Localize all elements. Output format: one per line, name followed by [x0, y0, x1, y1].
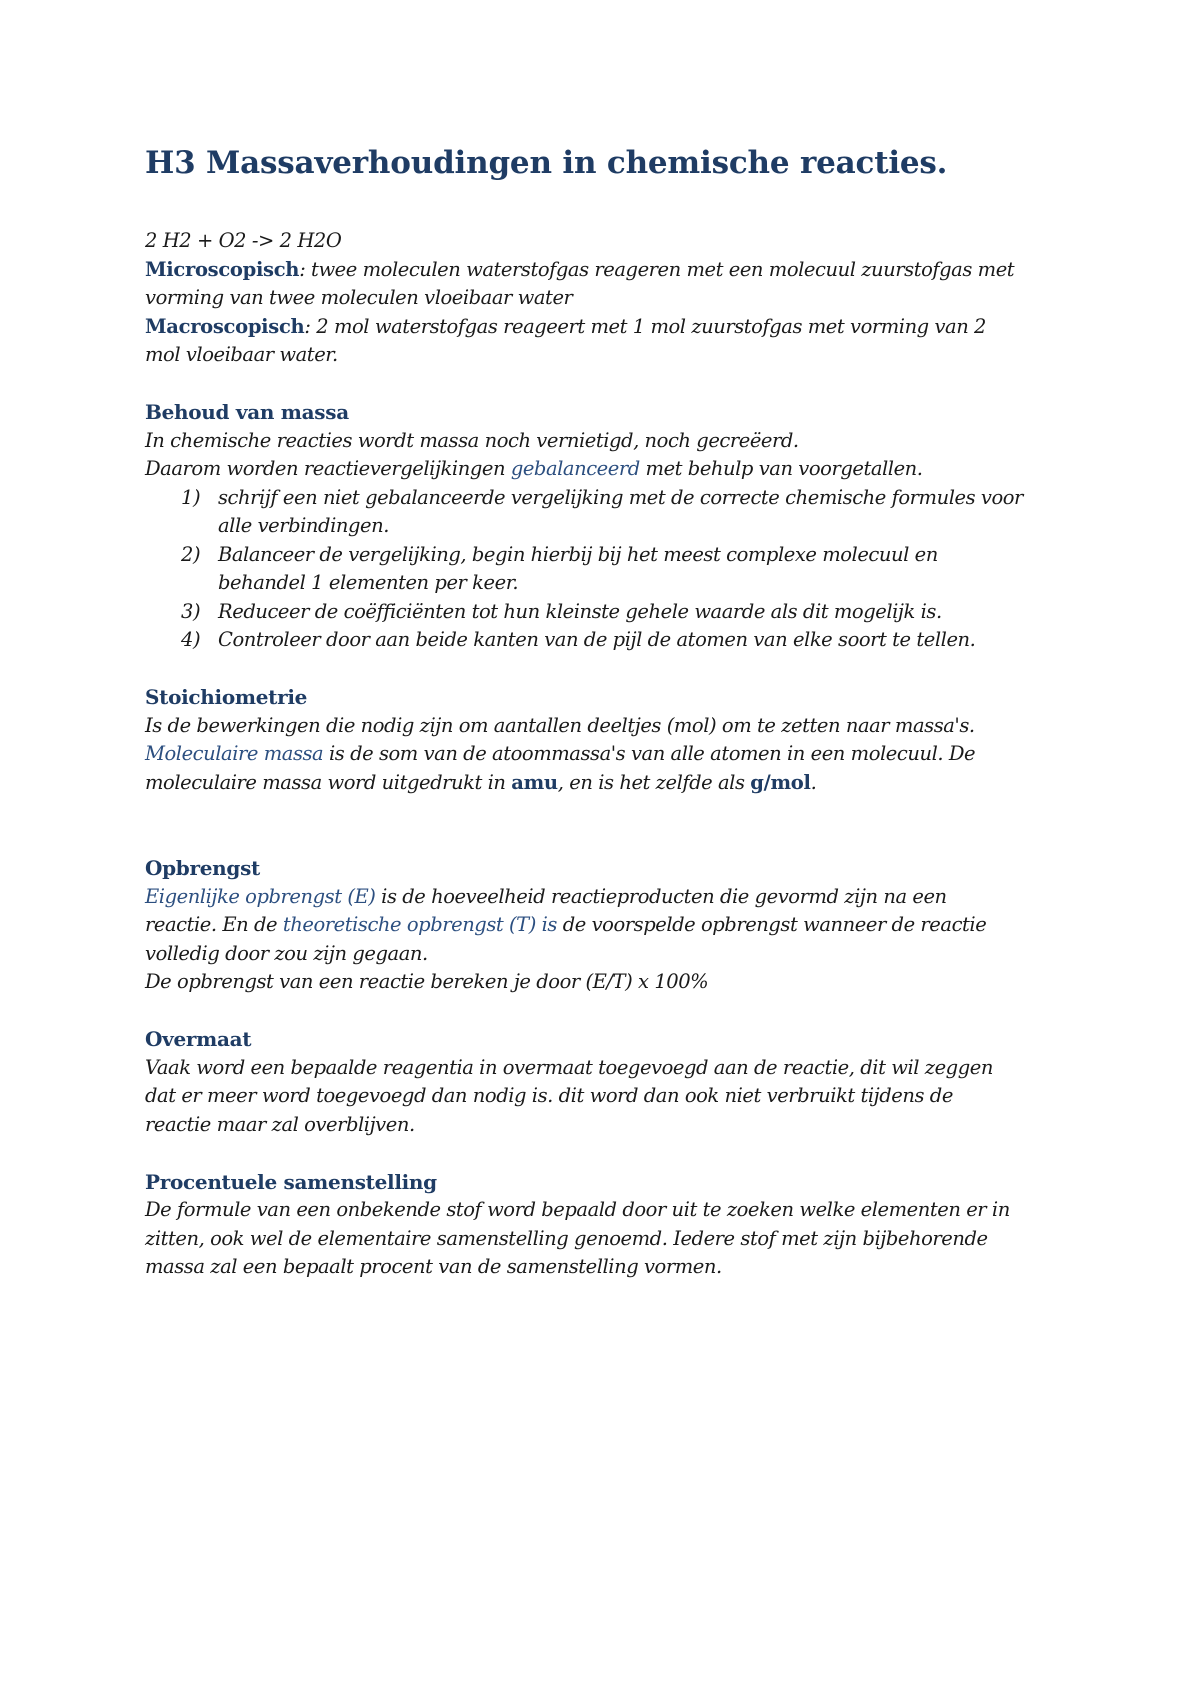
behoud-line-2-post: met behulp van voorgetallen. [639, 457, 923, 480]
overmaat-line: dat er meer word toegevoegd dan nodig is. dit word dan ook niet verbruikt tijdens de [145, 1084, 953, 1107]
opbrengst-line-2 [145, 911, 1060, 940]
step-line: alle verbindingen. [218, 514, 389, 537]
behoud-line-2 [145, 455, 1060, 484]
step-line: behandel 1 elementen per keer. [218, 571, 519, 594]
heading-stoichiometrie: Stoichiometrie [145, 685, 308, 709]
heading-overmaat: Overmaat [145, 1027, 252, 1051]
step-line: Controleer door aan beide kanten van de pijl de atomen van elke soort te tellen. [218, 628, 976, 651]
step-number: 2) [181, 542, 201, 566]
term-amu: amu [511, 770, 558, 794]
intro-section [145, 227, 1060, 370]
list-item [145, 598, 1060, 627]
term-moleculaire-massa: Moleculaire massa [145, 742, 324, 765]
micro-text-1: : twee moleculen waterstofgas reageren met een molecuul zuurstofgas met [299, 257, 1015, 281]
procent-line: zitten, ook wel de elementaire samenstelling genoemd. Iedere stof met zijn bijbehorende [145, 1226, 988, 1250]
term-eigenlijke-opbrengst: Eigenlijke opbrengst (E) [145, 884, 376, 908]
overmaat-line: reactie maar zal overblijven. [145, 1112, 415, 1136]
heading-behoud-van-massa: Behoud van massa [145, 400, 349, 424]
stoich-line-1: Is de bewerkingen die nodig zijn om aantallen deeltjes (mol) om te zetten naar massa's. [145, 713, 975, 737]
macro-line-2: mol vloeibaar water. [145, 343, 338, 366]
macro-term: Macroscopisch [145, 314, 305, 338]
opbrengst-line-2-pre: reactie. En de [145, 913, 283, 936]
list-item [145, 541, 1060, 570]
term-gebalanceerd: gebalanceerd [510, 457, 640, 480]
stoich-line-2 [145, 740, 1060, 769]
step-number: 4) [181, 628, 201, 651]
term-g-mol: g/mol [750, 770, 811, 794]
stoich-line-3-end: . [810, 770, 817, 794]
list-item [145, 626, 1060, 655]
step-number: 3) [181, 599, 201, 623]
step-line: Balanceer de vergelijking, begin hierbij bij het meest complexe molecuul en [218, 542, 938, 566]
term-theoretische-opbrengst: theoretische opbrengst (T) is [282, 913, 557, 936]
opbrengst-line-1-post: is de hoeveelheid reactieproducten die gevormd zijn na een [375, 884, 947, 908]
stoich-line-2-post: is de som van de atoommassa's van alle atomen in een molecuul. De [323, 742, 976, 765]
behoud-line-2-pre: Daarom worden reactievergelijkingen [145, 457, 511, 480]
equation: 2 H2 + O2 -> 2 H2O [145, 229, 342, 252]
heading-procentuele-samenstelling: Procentuele samenstelling [145, 1169, 437, 1194]
procent-line: De formule van een onbekende stof word bepaald door uit te zoeken welke elementen er in [145, 1198, 1010, 1221]
step-line: schrijf een niet gebalanceerde vergelijking met de correcte chemische formules voor [218, 485, 1023, 509]
behoud-line-1: In chemische reacties wordt massa noch vernietigd, noch gecreëerd. [145, 428, 799, 452]
list-item-continuation [145, 569, 1060, 598]
opbrengst-line-1 [145, 883, 1060, 912]
stoich-line-3-mid: , en is het zelfde als [557, 770, 751, 794]
page-title: H3 Massaverhoudingen in chemische reacties. [145, 145, 948, 181]
opbrengst-line-3: volledig door zou zijn gegaan. [145, 941, 428, 965]
opbrengst-line-2-post: de voorspelde opbrengst wanneer de reactie [557, 913, 987, 936]
procent-line: massa zal een bepaalt procent van de samenstelling vormen. [145, 1255, 722, 1278]
step-number: 1) [181, 485, 201, 509]
macro-text-1: : 2 mol waterstofgas reageert met 1 mol zuurstofgas met vorming van 2 [304, 314, 987, 338]
micro-line-2: vorming van twee moleculen vloeibaar water [145, 286, 573, 309]
stoich-line-3 [145, 769, 1060, 798]
macro-line-1 [145, 313, 1060, 342]
step-line: Reduceer de coëfficiënten tot hun kleinste gehele waarde als dit mogelijk is. [218, 599, 942, 623]
list-item [145, 484, 1060, 513]
stoich-line-3-pre: moleculaire massa word uitgedrukt in [145, 770, 512, 794]
micro-term: Microscopisch [145, 257, 300, 281]
opbrengst-line-4: De opbrengst van een reactie bereken je door (E/T) x 100% [145, 970, 709, 993]
micro-line-1 [145, 256, 1060, 285]
list-item-continuation [145, 512, 1060, 541]
balancing-steps-list [145, 484, 1060, 655]
overmaat-line: Vaak word een bepaalde reagentia in overmaat toegevoegd aan de reactie, dit wil zeggen [145, 1055, 993, 1079]
heading-opbrengst: Opbrengst [145, 856, 260, 880]
